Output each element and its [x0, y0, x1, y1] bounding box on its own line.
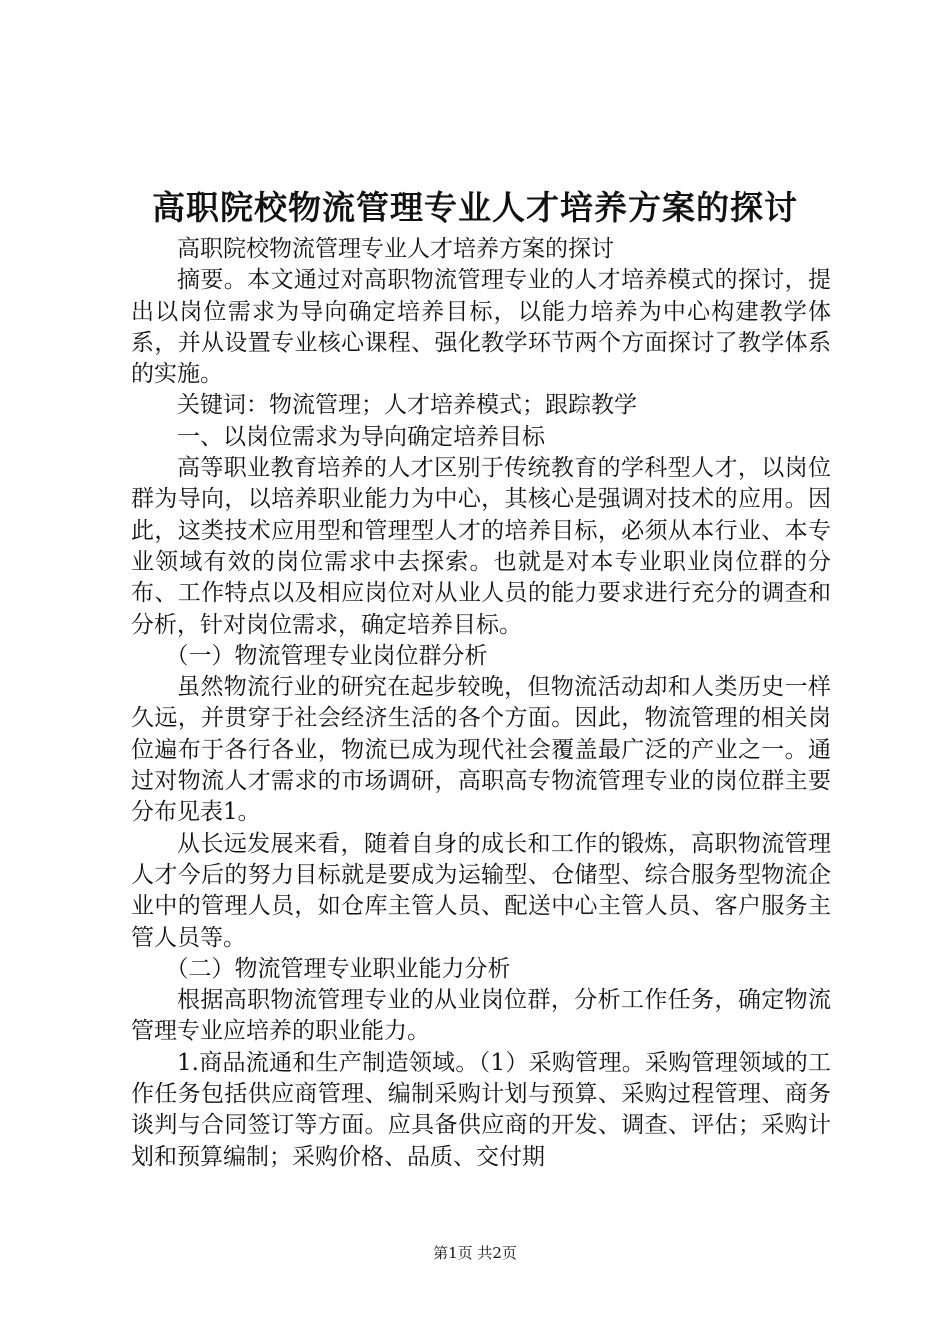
abstract-paragraph: 摘要。本文通过对高职物流管理专业的人才培养模式的探讨，提出以岗位需求为导向确定培养目标，以能力培养为中心构建教学体系，并从设置专业核心课程、强化教学环节两个方面探讨了教学体系的实施。 [131, 267, 831, 388]
body-paragraph: 根据高职物流管理专业的从业岗位群，分析工作任务，确定物流管理专业应培养的职业能力。 [131, 987, 831, 1045]
subsection-heading-1: （一）物流管理专业岗位群分析 [165, 642, 488, 669]
keywords-paragraph: 关键词：物流管理；人才培养模式；跟踪教学 [177, 392, 637, 419]
document-title: 高职院校物流管理专业人才培养方案的探讨 [152, 188, 798, 227]
section-heading-1: 一、以岗位需求为导向确定培养目标 [177, 423, 545, 450]
body-paragraph: 1.商品流通和生产制造领域。（1）采购管理。采购管理领域的工作任务包括供应商管理、编制采购计划与预算、采购过程管理、商务谈判与合同签订等方面。应具备供应商的开发、调查、评估；采购计划和预算编制；采购价格、品质、交付期 [131, 1049, 831, 1170]
body-paragraph: 虽然物流行业的研究在起步较晚，但物流活动却和人类历史一样久远，并贯穿于社会经济生活的各个方面。因此，物流管理的相关岗位遍布于各行各业，物流已成为现代社会覆盖最广泛的产业之一。通过对物流人才需求的市场调研，高职高专物流管理专业的岗位群主要分布见表1。 [131, 674, 831, 826]
body-paragraph: 从长远发展来看，随着自身的成长和工作的锻炼，高职物流管理人才今后的努力目标就是要成为运输型、仓储型、综合服务型物流企业中的管理人员，如仓库主管人员、配送中心主管人员、客户服务主管人员等。 [131, 830, 831, 951]
document-body [131, 234, 831, 1173]
subsection-heading-2: （二）物流管理专业职业能力分析 [165, 955, 511, 982]
body-paragraph: 高等职业教育培养的人才区别于传统教育的学科型人才，以岗位群为导向，以培养职业能力为中心，其核心是强调对技术的应用。因此，这类技术应用型和管理型人才的培养目标，必须从本行业、本专业领域有效的岗位需求中去探索。也就是对本专业职业岗位群的分布、工作特点以及相应岗位对从业人员的能力要求进行充分的调查和分析，针对岗位需求，确定培养目标。 [131, 455, 831, 638]
subtitle-paragraph: 高职院校物流管理专业人才培养方案的探讨 [177, 236, 614, 262]
page-footer: 第1页 共2页 [433, 1244, 517, 1262]
